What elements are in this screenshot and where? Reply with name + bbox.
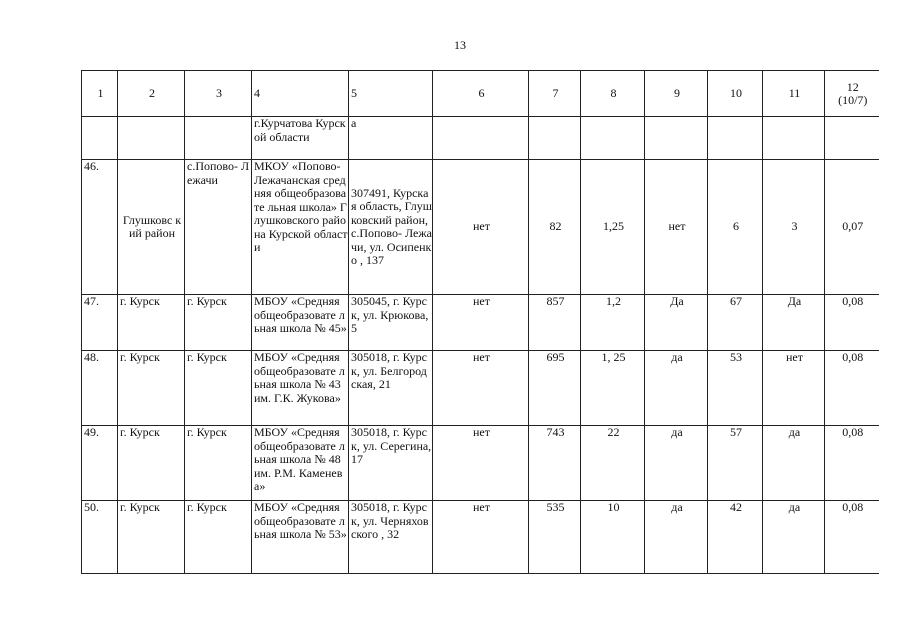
header-cell: 12 (10/7) [825,71,879,117]
col8-cell: 1,25 [581,160,645,295]
data-table [81,70,879,574]
district-cell: г. Курск [118,295,185,351]
col9-cell: Да [645,295,708,351]
col11-cell: нет [763,351,825,426]
table-cell [581,117,645,160]
col11-cell: да [763,426,825,501]
table-row [82,501,879,574]
school-cell: МБОУ «Средняя общеобразовате льная школа № 43 им. Г.К. Жукова» [252,351,349,426]
header-cell: 2 [118,71,185,117]
header-cell: 9 [645,71,708,117]
col10-cell: 42 [708,501,763,574]
col8-cell: 10 [581,501,645,574]
locality-cell: г. Курск [185,351,252,426]
col8-cell: 22 [581,426,645,501]
page-number: 13 [454,38,466,52]
table-cell [82,117,118,160]
header-cell: 8 [581,71,645,117]
col8-cell: 1, 25 [581,351,645,426]
header-cell: 6 [433,71,529,117]
address-cell: 305018, г. Курск, ул. Серегина, 17 [349,426,433,501]
header-cell: 7 [529,71,581,117]
school-cell: МБОУ «Средняя общеобразовате льная школа № 45» [252,295,349,351]
table-row [82,426,879,501]
col9-cell: да [645,426,708,501]
col10-cell: 67 [708,295,763,351]
school-cell: МБОУ «Средняя общеобразовате льная школа № 48 им. Р.М. Каменева» [252,426,349,501]
locality-cell: г. Курск [185,501,252,574]
col9-cell: нет [645,160,708,295]
col6-cell: нет [433,295,529,351]
table-cell [645,117,708,160]
col10-cell: 57 [708,426,763,501]
school-cell: г.Курчатова Курской области [252,117,349,160]
col7-cell: 695 [529,351,581,426]
locality-cell: г. Курск [185,426,252,501]
table-cell [825,117,879,160]
col12-cell: 0,08 [825,351,879,426]
col11-cell: Да [763,295,825,351]
header-cell: 5 [349,71,433,117]
col12-cell: 0,08 [825,426,879,501]
table-row [82,351,879,426]
address-cell: 305018, г. Курск, ул. Черняховского , 32 [349,501,433,574]
school-cell: МКОУ «Попово- Лежачанская средняя общеобразовате льная школа» Глушковского района Курской области [252,160,349,295]
col11-cell: да [763,501,825,574]
header-cell: 10 [708,71,763,117]
row-number: 48. [82,351,118,426]
address-cell: 307491, Курская область, Глушковский район, с.Попово- Лежачи, ул. Осипенко , 137 [349,160,433,295]
locality-cell: с.Попово- Лежачи [185,160,252,295]
district-cell: г. Курск [118,351,185,426]
row-number: 50. [82,501,118,574]
table-cell [185,117,252,160]
school-cell: МБОУ «Средняя общеобразовате льная школа № 53» [252,501,349,574]
address-cell: 305045, г. Курск, ул. Крюкова, 5 [349,295,433,351]
col7-cell: 743 [529,426,581,501]
table-cell [763,117,825,160]
col7-cell: 82 [529,160,581,295]
col8-cell: 1,2 [581,295,645,351]
col10-cell: 6 [708,160,763,295]
header-cell: 1 [82,71,118,117]
col7-cell: 535 [529,501,581,574]
table-cell [118,117,185,160]
table-cell [708,117,763,160]
col10-cell: 53 [708,351,763,426]
table-row [82,295,879,351]
locality-cell: г. Курск [185,295,252,351]
table-row-continuation [82,117,879,160]
col11-cell: 3 [763,160,825,295]
col7-cell: 857 [529,295,581,351]
header-cell: 4 [252,71,349,117]
address-cell: 305018, г. Курск, ул. Белгородская, 21 [349,351,433,426]
col12-cell: 0,08 [825,295,879,351]
table-cell [433,117,529,160]
row-number: 49. [82,426,118,501]
col6-cell: нет [433,160,529,295]
col9-cell: да [645,351,708,426]
col6-cell: нет [433,426,529,501]
header-cell: 3 [185,71,252,117]
district-cell: Глушковс кий район [118,160,185,295]
district-cell: г. Курск [118,426,185,501]
table-row [82,160,879,295]
row-number: 46. [82,160,118,295]
col6-cell: нет [433,501,529,574]
col12-cell: 0,08 [825,501,879,574]
col12-cell: 0,07 [825,160,879,295]
row-number: 47. [82,295,118,351]
district-cell: г. Курск [118,501,185,574]
table-cell [529,117,581,160]
header-row [82,71,879,117]
col9-cell: да [645,501,708,574]
header-cell: 11 [763,71,825,117]
address-cell: а [349,117,433,160]
col6-cell: нет [433,351,529,426]
